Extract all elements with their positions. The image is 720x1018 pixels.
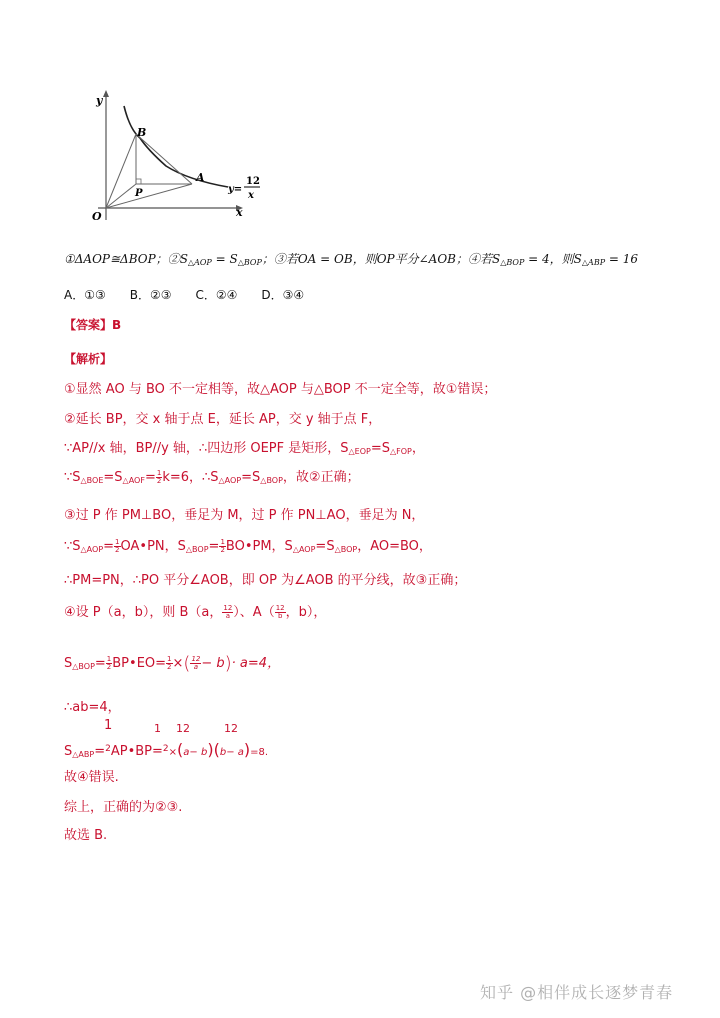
l6a: ∵S xyxy=(64,539,81,554)
analysis-line-9 xyxy=(64,652,280,674)
fraction-12-a xyxy=(222,605,233,620)
l4a: ∵S xyxy=(64,470,81,485)
curve-label-prefix: y= xyxy=(228,184,243,195)
l11e: AP•BP= xyxy=(110,744,163,759)
statement-4-end: = 16 xyxy=(605,252,639,266)
label-y: y xyxy=(96,94,103,107)
frac-den: 2 xyxy=(115,546,120,554)
l8a: ④设 P（a，b），则 B（a， xyxy=(64,605,223,620)
s-aop-sub: △AOP xyxy=(187,258,212,267)
l9i: − b xyxy=(201,656,225,671)
label-b: B xyxy=(137,126,147,139)
frac-num: 1 xyxy=(167,655,172,663)
l11i: − b xyxy=(189,747,208,758)
l8e: ，b）， xyxy=(285,605,327,620)
analysis-line-3 xyxy=(64,437,425,456)
s-aop: S xyxy=(179,252,188,266)
analysis-title: 【解析】 xyxy=(64,352,113,366)
l11f: 2 xyxy=(162,744,169,754)
frac-den: 2 xyxy=(220,546,225,554)
l6c: = xyxy=(103,539,115,554)
equals: = xyxy=(211,252,230,266)
frac-num: 1 xyxy=(115,538,120,546)
l6b: △AOP xyxy=(80,545,104,554)
l6j: △AOP xyxy=(292,545,316,554)
l9j: · a=4， xyxy=(231,656,281,671)
l11-main xyxy=(64,740,268,759)
l4b: △BOE xyxy=(80,476,104,485)
paren-close: ) xyxy=(207,740,214,759)
l11j: b xyxy=(219,747,227,758)
l9e: BP•EO= xyxy=(112,656,167,671)
statement-3: ；③若OA = OB，则OP平分∠AOB；④若 xyxy=(261,252,492,266)
answer-label: 【答案】B xyxy=(64,318,122,332)
analysis-line-8 xyxy=(64,601,326,620)
frac-den: 2 xyxy=(156,477,162,485)
l11d: 2 xyxy=(105,744,111,754)
curve-label-den: x xyxy=(248,190,254,201)
analysis-line-6 xyxy=(64,535,432,554)
s-bop2: S xyxy=(491,252,501,266)
l3b: △EOP xyxy=(348,447,371,456)
s-abp: S xyxy=(573,252,582,266)
paren-open: ( xyxy=(183,653,191,674)
analysis-line-10: ∴ab=4， xyxy=(64,700,121,715)
analysis-line-1: ①显然 AO 与 BO 不一定相等，故△AOP 与△BOP 不一定全等，故①错误； xyxy=(64,382,497,397)
statement-1-2: ①ΔAOP≅ΔBOP；② xyxy=(64,252,180,266)
segment-oa xyxy=(106,184,192,208)
l3a: ∵AP//x 轴，BP//y 轴，∴四边形 OEPF 是矩形，S xyxy=(64,441,349,456)
frac-num: 1 xyxy=(106,655,112,663)
right-angle-mark xyxy=(136,179,141,184)
frac-num: 1 xyxy=(220,538,225,546)
top-4: 12 xyxy=(224,722,238,735)
frac-num: 12 xyxy=(223,604,233,612)
frac-den: 2 xyxy=(106,663,112,671)
paren-open: ( xyxy=(177,740,184,759)
l6g: = xyxy=(208,539,220,554)
y-axis-arrow xyxy=(103,90,109,97)
top-1: 1 xyxy=(104,718,113,733)
frac-den: a xyxy=(193,663,199,671)
frac-num: 12 xyxy=(191,655,201,663)
l11c: = xyxy=(94,744,106,759)
l11h: a xyxy=(183,747,190,758)
l6f: △BOP xyxy=(185,545,209,554)
label-origin: O xyxy=(92,210,102,223)
analysis-line-4 xyxy=(64,466,360,485)
l6i: BO•PM，S xyxy=(225,539,293,554)
l6k: =S xyxy=(315,539,335,554)
hyperbola-curve xyxy=(124,106,228,187)
answer-options: A．①③ B．②③ C．②④ D．③④ xyxy=(64,288,305,302)
s-abp-sub: △ABP xyxy=(581,258,606,267)
paren-close-2: ) xyxy=(243,740,251,759)
analysis-line-13: 综上，正确的为②③. xyxy=(64,800,183,815)
l11a: S xyxy=(64,744,73,759)
analysis-line-14: 故选 B. xyxy=(64,828,108,843)
l4c: =S xyxy=(103,470,123,485)
top-2: 1 xyxy=(154,722,161,735)
watermark: 知乎 @相伴成长逐梦青春 xyxy=(480,983,674,1002)
l9b: △BOP xyxy=(72,662,95,671)
s-bop2-sub: △BOP xyxy=(500,258,525,267)
l3e: ， xyxy=(411,441,425,456)
frac-den: b xyxy=(277,612,283,620)
label-p: P xyxy=(135,188,143,199)
l4j: △BOP xyxy=(260,476,283,485)
analysis-line-11 xyxy=(64,718,384,762)
l9c: = xyxy=(94,656,106,671)
statement-4: = 4，则 xyxy=(524,252,574,266)
s-bop-sub: △BOP xyxy=(237,258,262,267)
l9g: × xyxy=(172,656,184,671)
top-3: 12 xyxy=(176,722,190,735)
function-graph xyxy=(88,88,268,228)
l11k: − a xyxy=(226,747,244,758)
frac-num: 1 xyxy=(156,469,162,477)
l4k: ，故②正确； xyxy=(282,470,360,485)
l9a: S xyxy=(64,656,73,671)
l8c: ）、A（ xyxy=(233,605,275,620)
l11b: △ABP xyxy=(72,750,95,759)
paren-open-2: ( xyxy=(213,740,220,759)
segment-ab xyxy=(136,134,192,184)
l4e: = xyxy=(144,470,156,485)
s-bop: S xyxy=(229,252,238,266)
paren-close: ) xyxy=(224,653,232,674)
label-x: x xyxy=(236,206,243,219)
l6m: ，AO=BO， xyxy=(357,539,432,554)
l11l: =8. xyxy=(250,747,269,758)
l3c: =S xyxy=(370,441,390,456)
segment-ob xyxy=(106,134,136,208)
analysis-line-5: ③过 P 作 PM⊥BO，垂足为 M，过 P 作 PN⊥AO，垂足为 N， xyxy=(64,508,425,523)
frac-num: 12 xyxy=(275,604,285,612)
l11g: × xyxy=(168,747,178,758)
curve-label-num: 12 xyxy=(246,176,260,187)
l4i: =S xyxy=(241,470,261,485)
l3d: △FOP xyxy=(389,447,412,456)
l4h: △AOP xyxy=(218,476,242,485)
l6e: OA•PN，S xyxy=(120,539,186,554)
analysis-line-2: ②延长 BP，交 x 轴于点 E，延长 AP，交 y 轴于点 F， xyxy=(64,412,382,427)
analysis-line-12: 故④错误. xyxy=(64,770,119,785)
fraction-12-a xyxy=(190,656,201,671)
frac-den: 2 xyxy=(167,663,172,671)
label-a: A xyxy=(196,171,205,184)
l4g: k=6，∴S xyxy=(162,470,219,485)
l6l: △BOP xyxy=(334,545,358,554)
analysis-line-7: ∴PM=PN，∴PO 平分∠AOB，即 OP 为∠AOB 的平分线，故③正确； xyxy=(64,573,467,588)
l4d: △AOF xyxy=(122,476,145,485)
fraction-12-b xyxy=(275,605,286,620)
frac-den: a xyxy=(225,612,230,620)
question-statements xyxy=(64,250,638,267)
